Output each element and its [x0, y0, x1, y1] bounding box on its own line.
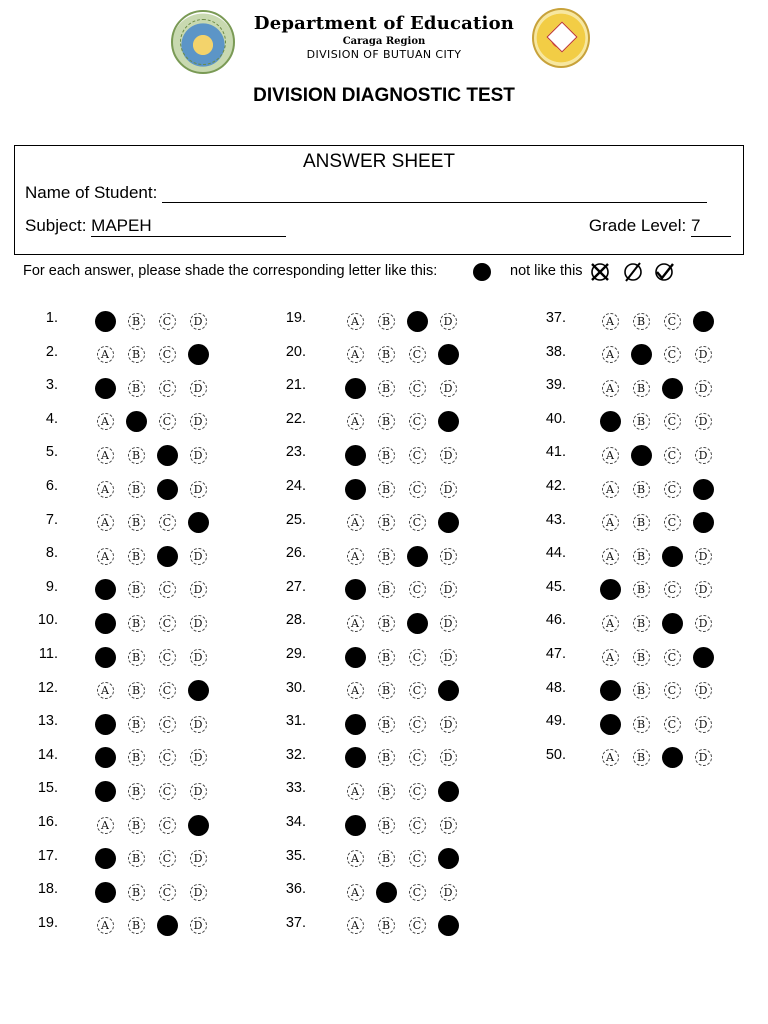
- grade-row: [589, 216, 731, 237]
- answer-bubble-b[interactable]: B: [633, 615, 650, 632]
- answer-bubble-b[interactable]: B: [378, 682, 395, 699]
- answer-bubble-c[interactable]: C: [409, 581, 426, 598]
- region-label: Caraga Region: [342, 36, 426, 47]
- question-number: 26.: [285, 545, 306, 562]
- answer-bubble-a[interactable]: A: [602, 649, 619, 666]
- answer-bubble-c[interactable]: C: [409, 346, 426, 363]
- answer-bubble-d[interactable]: D: [440, 817, 457, 834]
- answer-bubble-d[interactable]: D: [190, 850, 207, 867]
- answer-bubble-a[interactable]: [345, 815, 366, 836]
- question-number: 45.: [545, 578, 566, 595]
- question-number: 21.: [285, 377, 306, 394]
- answer-bubble-c[interactable]: C: [664, 413, 681, 430]
- answer-bubble-d[interactable]: D: [695, 346, 712, 363]
- answer-bubble-d[interactable]: D: [190, 481, 207, 498]
- answer-bubble-b[interactable]: B: [128, 447, 145, 464]
- answer-bubble-a[interactable]: [600, 579, 621, 600]
- answer-bubble-a[interactable]: A: [347, 917, 364, 934]
- answer-bubble-c[interactable]: C: [664, 313, 681, 330]
- answer-bubble-b[interactable]: B: [128, 313, 145, 330]
- subject-row: [25, 216, 286, 237]
- question-number: 5.: [45, 444, 58, 461]
- question-number: 34.: [285, 814, 306, 830]
- answer-bubble-b[interactable]: B: [128, 380, 145, 397]
- answer-bubble-c[interactable]: C: [409, 447, 426, 464]
- answer-bubble-c[interactable]: C: [409, 380, 426, 397]
- answer-bubble-a[interactable]: [95, 311, 116, 332]
- answer-bubble-c[interactable]: C: [409, 917, 426, 934]
- question-number: 48.: [545, 679, 566, 696]
- answer-bubble-c[interactable]: [662, 378, 683, 399]
- answer-bubble-b[interactable]: B: [378, 581, 395, 598]
- question-number: 6.: [45, 478, 58, 494]
- answer-bubble-c[interactable]: C: [409, 682, 426, 699]
- answer-bubble-b[interactable]: B: [128, 514, 145, 531]
- answer-bubble-c[interactable]: [662, 546, 683, 567]
- question-number: 30.: [285, 679, 306, 696]
- answer-bubble-c[interactable]: C: [159, 783, 176, 800]
- answer-bubble-d[interactable]: D: [695, 682, 712, 699]
- answer-sheet-title: ANSWER SHEET: [302, 151, 456, 172]
- question-number: 37.: [545, 310, 566, 326]
- answer-bubble-d[interactable]: D: [695, 413, 712, 430]
- answer-bubble-a[interactable]: [95, 848, 116, 869]
- answer-bubble-c[interactable]: [407, 311, 428, 332]
- answer-bubble-b[interactable]: B: [633, 313, 650, 330]
- question-number: 15.: [37, 780, 58, 797]
- answer-bubble-d[interactable]: D: [190, 649, 207, 666]
- answer-bubble-a[interactable]: [95, 747, 116, 768]
- answer-bubble-b[interactable]: B: [633, 481, 650, 498]
- crossed-bubble-icon: [590, 262, 610, 282]
- answer-bubble-a[interactable]: [95, 647, 116, 668]
- answer-bubble-b[interactable]: B: [128, 548, 145, 565]
- question-number: 19.: [37, 914, 58, 931]
- answer-bubble-d[interactable]: D: [190, 615, 207, 632]
- answer-bubble-d[interactable]: [438, 781, 459, 802]
- answer-bubble-d[interactable]: D: [440, 649, 457, 666]
- question-number: 2.: [45, 343, 58, 360]
- answer-bubble-d[interactable]: [438, 680, 459, 701]
- answer-bubble-a[interactable]: [345, 647, 366, 668]
- answer-bubble-c[interactable]: C: [409, 716, 426, 733]
- answer-bubble-c[interactable]: C: [664, 716, 681, 733]
- answer-bubble-c[interactable]: [157, 479, 178, 500]
- question-number: 14.: [37, 746, 58, 763]
- question-number: 3.: [45, 377, 58, 394]
- question-number: 37.: [285, 914, 306, 931]
- name-row: [25, 183, 707, 203]
- answer-bubble-c[interactable]: C: [159, 884, 176, 901]
- answer-bubble-b[interactable]: B: [128, 749, 145, 766]
- answer-bubble-a[interactable]: A: [347, 548, 364, 565]
- question-number: 47.: [545, 646, 566, 662]
- question-number: 35.: [285, 847, 306, 864]
- answer-bubble-d[interactable]: [438, 344, 459, 365]
- answer-bubble-b[interactable]: B: [633, 716, 650, 733]
- answer-bubble-a[interactable]: A: [602, 749, 619, 766]
- answer-bubble-a[interactable]: A: [602, 615, 619, 632]
- answer-bubble-c[interactable]: C: [159, 649, 176, 666]
- answer-bubble-b[interactable]: B: [128, 649, 145, 666]
- question-number: 50.: [545, 746, 566, 763]
- answer-bubble-a[interactable]: A: [97, 548, 114, 565]
- answer-bubble-c[interactable]: C: [159, 313, 176, 330]
- answer-bubble-c[interactable]: C: [159, 749, 176, 766]
- answer-bubble-d[interactable]: [188, 680, 209, 701]
- answer-bubble-b[interactable]: B: [633, 649, 650, 666]
- answer-bubble-c[interactable]: [407, 546, 428, 567]
- answer-bubble-d[interactable]: D: [440, 481, 457, 498]
- question-number: 10.: [37, 612, 58, 629]
- answer-bubble-b[interactable]: B: [633, 581, 650, 598]
- name-label: Name of Student:: [25, 183, 158, 202]
- answer-bubble-c[interactable]: C: [664, 682, 681, 699]
- subject-field[interactable]: MAPEH: [91, 216, 286, 237]
- answer-bubble-d[interactable]: D: [695, 380, 712, 397]
- grade-field[interactable]: 7: [691, 216, 731, 237]
- answer-bubble-d[interactable]: D: [695, 548, 712, 565]
- division-label: DIVISION OF BUTUAN CITY: [306, 48, 462, 61]
- answer-bubble-d[interactable]: D: [695, 447, 712, 464]
- answer-bubble-d[interactable]: [188, 815, 209, 836]
- question-number: 33.: [285, 780, 306, 797]
- answer-bubble-b[interactable]: B: [378, 447, 395, 464]
- answer-bubble-d[interactable]: D: [695, 615, 712, 632]
- answer-bubble-a[interactable]: A: [347, 783, 364, 800]
- question-number: 49.: [545, 713, 566, 730]
- question-number: 8.: [45, 545, 58, 562]
- answer-bubble-d[interactable]: [438, 915, 459, 936]
- question-number: 25.: [285, 511, 306, 528]
- answer-bubble-b[interactable]: B: [128, 346, 145, 363]
- answer-bubble-d[interactable]: [438, 411, 459, 432]
- department-title: Department of Education: [253, 13, 515, 34]
- question-number: 23.: [285, 444, 306, 461]
- question-number: 39.: [545, 377, 566, 394]
- answer-bubble-b[interactable]: [631, 344, 652, 365]
- answer-bubble-c[interactable]: C: [664, 514, 681, 531]
- answer-bubble-a[interactable]: [600, 680, 621, 701]
- answer-bubble-b[interactable]: B: [128, 884, 145, 901]
- answer-bubble-b[interactable]: B: [378, 716, 395, 733]
- answer-bubble-d[interactable]: D: [695, 716, 712, 733]
- answer-bubble-c[interactable]: C: [664, 346, 681, 363]
- answer-bubble-a[interactable]: A: [347, 850, 364, 867]
- answer-bubble-a[interactable]: [95, 714, 116, 735]
- slashed-bubble-icon: [623, 262, 643, 282]
- answer-bubble-d[interactable]: D: [190, 380, 207, 397]
- answer-bubble-b[interactable]: B: [633, 682, 650, 699]
- answer-bubble-b[interactable]: B: [128, 581, 145, 598]
- answer-bubble-b[interactable]: B: [633, 749, 650, 766]
- answer-bubble-c[interactable]: C: [409, 514, 426, 531]
- question-number: 4.: [45, 410, 58, 427]
- checked-bubble-icon: [654, 262, 674, 282]
- answer-bubble-a[interactable]: A: [97, 682, 114, 699]
- answer-bubble-d[interactable]: [438, 512, 459, 533]
- answer-bubble-a[interactable]: A: [347, 514, 364, 531]
- answer-bubble-a[interactable]: A: [347, 615, 364, 632]
- answer-bubble-b[interactable]: [126, 411, 147, 432]
- answer-bubble-a[interactable]: [95, 781, 116, 802]
- answer-bubble-c[interactable]: C: [409, 850, 426, 867]
- answer-bubble-b[interactable]: B: [128, 917, 145, 934]
- question-number: 18.: [37, 881, 58, 898]
- answer-bubble-a[interactable]: [95, 378, 116, 399]
- answer-bubble-c[interactable]: C: [409, 413, 426, 430]
- answer-bubble-d[interactable]: D: [190, 716, 207, 733]
- answer-bubble-c[interactable]: [157, 915, 178, 936]
- question-number: 17.: [37, 847, 58, 864]
- answer-bubble-b[interactable]: B: [378, 380, 395, 397]
- answer-bubble-a[interactable]: A: [602, 548, 619, 565]
- answer-bubble-c[interactable]: C: [409, 749, 426, 766]
- answer-bubble-d[interactable]: [693, 647, 714, 668]
- question-number: 32.: [285, 746, 306, 763]
- answer-bubble-b[interactable]: B: [633, 413, 650, 430]
- answer-bubble-a[interactable]: A: [97, 447, 114, 464]
- answer-bubble-b[interactable]: B: [633, 514, 650, 531]
- answer-bubble-d[interactable]: D: [695, 749, 712, 766]
- answer-bubble-a[interactable]: [95, 613, 116, 634]
- question-number: 46.: [545, 612, 566, 629]
- answer-bubble-c[interactable]: C: [664, 649, 681, 666]
- question-number: 42.: [545, 478, 566, 494]
- answer-bubble-d[interactable]: D: [190, 413, 207, 430]
- grade-label: Grade Level:: [588, 216, 687, 235]
- answer-bubble-d[interactable]: D: [190, 447, 207, 464]
- answer-bubble-c[interactable]: C: [409, 817, 426, 834]
- answer-bubble-d[interactable]: D: [190, 783, 207, 800]
- answer-bubble-b[interactable]: B: [378, 649, 395, 666]
- shaded-bubble-example-icon: [473, 263, 491, 281]
- answer-bubble-a[interactable]: A: [347, 313, 364, 330]
- answer-bubble-a[interactable]: A: [347, 884, 364, 901]
- answer-bubble-c[interactable]: C: [159, 514, 176, 531]
- test-title: DIVISION DIAGNOSTIC TEST: [253, 85, 515, 106]
- answer-bubble-a[interactable]: A: [602, 447, 619, 464]
- answer-bubble-c[interactable]: C: [159, 850, 176, 867]
- answer-bubble-d[interactable]: D: [695, 581, 712, 598]
- question-number: 43.: [545, 511, 566, 528]
- answer-bubble-b[interactable]: B: [378, 481, 395, 498]
- answer-bubble-a[interactable]: A: [97, 817, 114, 834]
- answer-bubble-c[interactable]: C: [159, 716, 176, 733]
- answer-bubble-b[interactable]: [376, 882, 397, 903]
- answer-bubble-d[interactable]: D: [440, 548, 457, 565]
- answer-bubble-a[interactable]: A: [602, 481, 619, 498]
- answer-bubble-a[interactable]: [345, 378, 366, 399]
- answer-bubble-a[interactable]: [345, 714, 366, 735]
- answer-bubble-c[interactable]: C: [159, 413, 176, 430]
- answer-bubble-c[interactable]: C: [159, 615, 176, 632]
- question-number: 16.: [37, 814, 58, 830]
- answer-bubble-b[interactable]: B: [128, 716, 145, 733]
- question-number: 29.: [285, 646, 306, 662]
- answer-bubble-c[interactable]: [662, 613, 683, 634]
- answer-bubble-d[interactable]: [438, 848, 459, 869]
- answer-bubble-c[interactable]: C: [664, 481, 681, 498]
- answer-bubble-c[interactable]: C: [409, 649, 426, 666]
- answer-bubble-a[interactable]: A: [347, 682, 364, 699]
- answer-bubble-c[interactable]: C: [159, 346, 176, 363]
- question-number: 19.: [285, 310, 306, 326]
- answer-bubble-d[interactable]: D: [440, 380, 457, 397]
- answer-bubble-b[interactable]: B: [378, 413, 395, 430]
- question-number: 40.: [545, 410, 566, 427]
- answer-bubble-b[interactable]: B: [378, 749, 395, 766]
- answer-bubble-b[interactable]: B: [128, 615, 145, 632]
- answer-bubble-d[interactable]: [693, 479, 714, 500]
- answer-bubble-d[interactable]: D: [440, 447, 457, 464]
- answer-bubble-d[interactable]: [188, 344, 209, 365]
- question-number: 7.: [45, 511, 58, 528]
- answer-bubble-a[interactable]: A: [602, 313, 619, 330]
- answer-bubble-d[interactable]: D: [440, 313, 457, 330]
- answer-bubble-b[interactable]: B: [128, 481, 145, 498]
- question-number: 11.: [38, 646, 58, 662]
- answer-bubble-b[interactable]: B: [378, 817, 395, 834]
- answer-bubble-b[interactable]: [631, 445, 652, 466]
- instruction-text: For each answer, please shade the corresponding letter like this:: [23, 263, 438, 279]
- question-number: 38.: [545, 343, 566, 360]
- answer-bubble-a[interactable]: [345, 579, 366, 600]
- name-field[interactable]: [162, 185, 707, 203]
- answer-bubble-d[interactable]: D: [190, 313, 207, 330]
- answer-bubble-a[interactable]: A: [97, 481, 114, 498]
- question-number: 24.: [285, 478, 306, 494]
- answer-bubble-a[interactable]: A: [97, 346, 114, 363]
- answer-bubble-b[interactable]: B: [633, 380, 650, 397]
- question-number: 13.: [37, 713, 58, 730]
- question-number: 12.: [37, 679, 58, 696]
- answer-bubble-a[interactable]: [600, 714, 621, 735]
- answer-bubble-b[interactable]: B: [378, 514, 395, 531]
- not-like-label: not like this: [510, 263, 583, 279]
- answer-bubble-d[interactable]: D: [440, 716, 457, 733]
- question-number: 22.: [285, 410, 306, 427]
- answer-bubble-c[interactable]: [407, 613, 428, 634]
- answer-bubble-d[interactable]: D: [440, 615, 457, 632]
- answer-bubble-a[interactable]: A: [97, 514, 114, 531]
- answer-bubble-a[interactable]: [95, 882, 116, 903]
- question-number: 31.: [285, 713, 306, 730]
- subject-label: Subject:: [25, 216, 87, 235]
- question-number: 20.: [285, 343, 306, 360]
- answer-bubble-a[interactable]: A: [97, 413, 114, 430]
- answer-bubble-b[interactable]: B: [378, 917, 395, 934]
- answer-bubble-b[interactable]: B: [633, 548, 650, 565]
- answer-bubble-b[interactable]: B: [128, 783, 145, 800]
- answer-bubble-c[interactable]: C: [159, 581, 176, 598]
- answer-bubble-b[interactable]: B: [128, 682, 145, 699]
- answer-bubble-a[interactable]: A: [347, 413, 364, 430]
- answer-bubble-c[interactable]: C: [664, 581, 681, 598]
- question-number: 28.: [285, 612, 306, 629]
- question-number: 9.: [45, 578, 58, 595]
- answer-bubble-d[interactable]: D: [440, 749, 457, 766]
- answer-bubble-b[interactable]: B: [378, 850, 395, 867]
- answer-sheet-box: [14, 145, 744, 255]
- answer-bubble-d[interactable]: D: [440, 581, 457, 598]
- answer-bubble-c[interactable]: C: [159, 817, 176, 834]
- answer-bubble-c[interactable]: C: [159, 682, 176, 699]
- answer-bubble-c[interactable]: C: [664, 447, 681, 464]
- answer-bubble-b[interactable]: B: [378, 313, 395, 330]
- answer-bubble-a[interactable]: A: [602, 346, 619, 363]
- question-number: 36.: [285, 881, 306, 898]
- answer-bubble-d[interactable]: D: [190, 548, 207, 565]
- answer-bubble-d[interactable]: D: [190, 917, 207, 934]
- answer-bubble-b[interactable]: B: [378, 615, 395, 632]
- answer-bubble-b[interactable]: B: [378, 783, 395, 800]
- question-number: 44.: [545, 545, 566, 562]
- answer-bubble-a[interactable]: [345, 747, 366, 768]
- answer-bubble-b[interactable]: B: [378, 346, 395, 363]
- answer-bubble-a[interactable]: A: [602, 380, 619, 397]
- answer-bubble-d[interactable]: D: [190, 581, 207, 598]
- answer-bubble-c[interactable]: [157, 546, 178, 567]
- answer-bubble-d[interactable]: [693, 311, 714, 332]
- answer-bubble-d[interactable]: [188, 512, 209, 533]
- answer-bubble-a[interactable]: A: [97, 917, 114, 934]
- answer-bubble-b[interactable]: B: [378, 548, 395, 565]
- question-number: 41.: [545, 444, 566, 461]
- answer-bubble-a[interactable]: [345, 479, 366, 500]
- answer-bubble-d[interactable]: [693, 512, 714, 533]
- question-number: 1.: [45, 310, 58, 326]
- answer-bubble-a[interactable]: A: [602, 514, 619, 531]
- answer-bubble-c[interactable]: C: [159, 380, 176, 397]
- answer-bubble-d[interactable]: D: [190, 884, 207, 901]
- answer-bubble-a[interactable]: [345, 445, 366, 466]
- answer-bubble-a[interactable]: A: [347, 346, 364, 363]
- answer-bubble-c[interactable]: C: [409, 481, 426, 498]
- answer-bubble-c[interactable]: C: [409, 884, 426, 901]
- answer-bubble-c[interactable]: C: [409, 783, 426, 800]
- answer-bubble-d[interactable]: D: [440, 884, 457, 901]
- answer-bubble-d[interactable]: D: [190, 749, 207, 766]
- question-number: 27.: [285, 578, 306, 595]
- answer-bubble-a[interactable]: [95, 579, 116, 600]
- answer-bubble-b[interactable]: B: [128, 850, 145, 867]
- answer-bubble-c[interactable]: [157, 445, 178, 466]
- answer-bubble-a[interactable]: [600, 411, 621, 432]
- answer-bubble-b[interactable]: B: [128, 817, 145, 834]
- answer-bubble-c[interactable]: [662, 747, 683, 768]
